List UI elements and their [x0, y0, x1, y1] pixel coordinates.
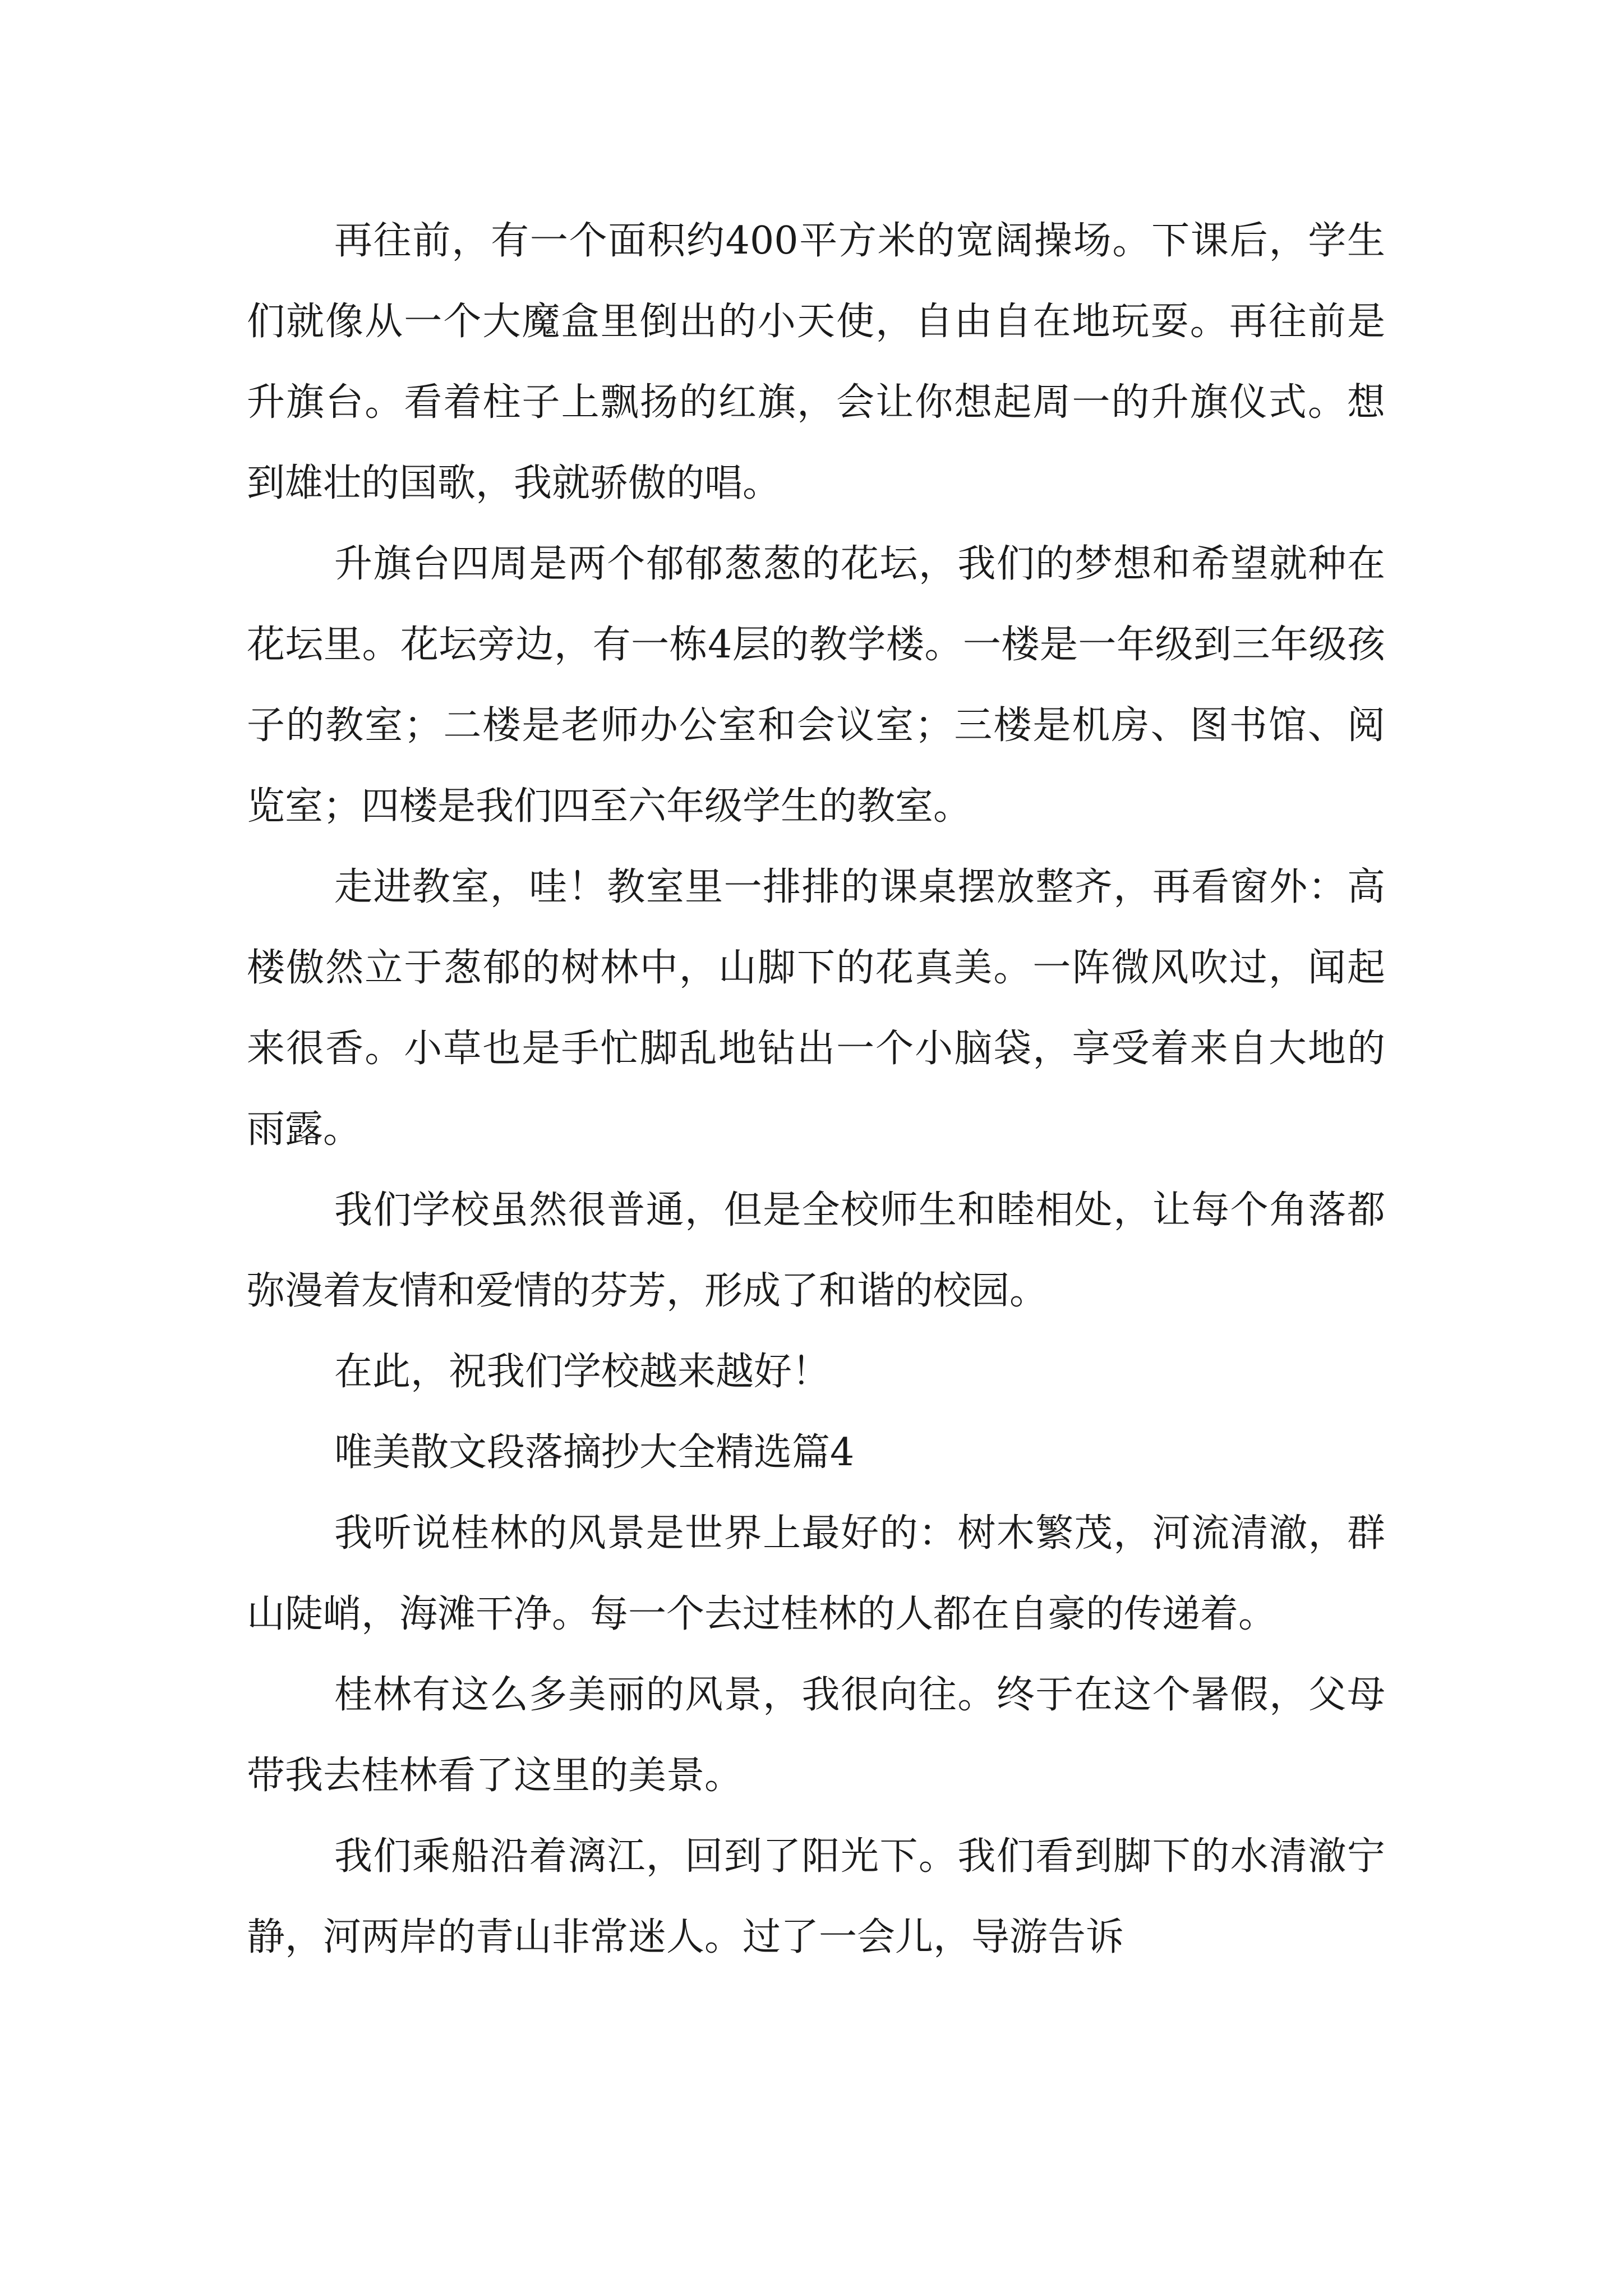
paragraph-classroom: 走进教室，哇！教室里一排排的课桌摆放整齐，再看窗外：高楼傲然立于葱郁的树林中，山脚下的花真美。一阵微风吹过，闻起来很香。小草也是手忙脚乱地钻出一个小脑袋，享受着来自大地的雨露。 — [247, 865, 1385, 1152]
paragraph-blessing: 在此，祝我们学校越来越好！ — [334, 1350, 831, 1394]
section-heading: 唯美散文段落摘抄大全精选篇4 — [334, 1430, 855, 1475]
paragraph-school-harmony: 我们学校虽然很普通，但是全校师生和睦相处，让每个角落都弥漫着友情和爱情的芬芳，形成了和谐的校园。 — [247, 1188, 1385, 1313]
document-body — [247, 201, 1385, 1978]
paragraph-guilin-intro: 我听说桂林的风景是世界上最好的：树木繁茂，河流清澈，群山陡峭，海滩干净。每一个去过桂林的人都在自豪的传递着。 — [247, 1511, 1385, 1636]
paragraph-playground: 再往前，有一个面积约400平方米的宽阔操场。下课后，学生们就像从一个大魔盒里倒出的小天使，自由自在地玩耍。再往前是升旗台。看着柱子上飘扬的红旗，会让你想起周一的升旗仪式。想到雄壮的国歌，我就骄傲的唱。 — [247, 219, 1385, 505]
paragraph-li-river: 我们乘船沿着漓江，回到了阳光下。我们看到脚下的水清澈宁静，河两岸的青山非常迷人。过了一会儿，导游告诉 — [247, 1834, 1385, 1959]
paragraph-guilin-trip: 桂林有这么多美丽的风景，我很向往。终于在这个暑假，父母带我去桂林看了这里的美景。 — [247, 1673, 1385, 1798]
paragraph-flag-platform: 升旗台四周是两个郁郁葱葱的花坛，我们的梦想和希望就种在花坛里。花坛旁边，有一栋4层的教学楼。一楼是一年级到三年级孩子的教室；二楼是老师办公室和会议室；三楼是机房、图书馆、阅览室；四楼是我们四至六年级学生的教室。 — [247, 542, 1385, 829]
